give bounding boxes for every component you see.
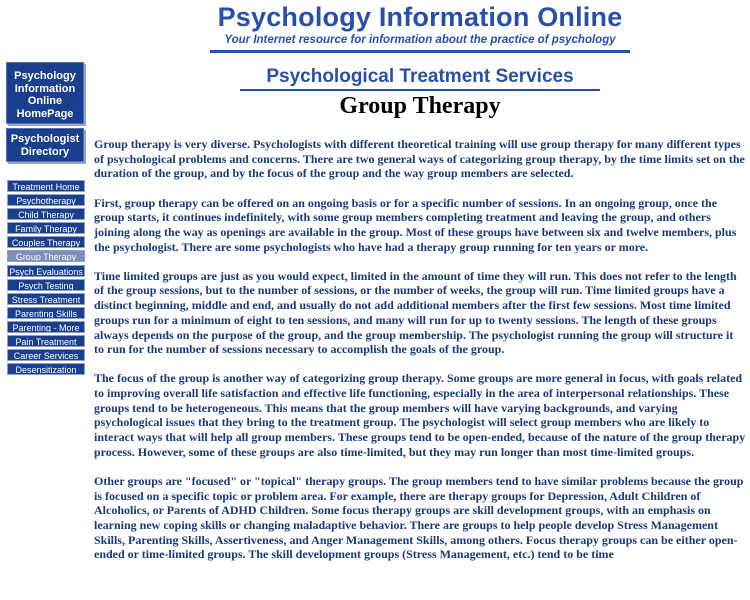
article-paragraph: Group therapy is very diverse. Psychologists with different theoretical training will use group therapy for many different types of psychological problems and concerns. There are two general ways of categorizing group therapy, by the time limits set on the duration of the group, and by the focus of the group and the way group members are selected. <box>94 137 745 181</box>
nav-career-services[interactable]: Career Services <box>7 349 85 361</box>
nav-treatment-home[interactable]: Treatment Home <box>7 180 85 192</box>
nav-stress-treatment[interactable]: Stress Treatment <box>7 293 85 305</box>
psychologist-directory-button[interactable] <box>6 128 84 162</box>
nav-pain-treatment[interactable]: Pain Treatment <box>7 335 85 347</box>
treatment-nav <box>7 180 85 377</box>
site-tagline: Your Internet resource for information about the practice of psychology <box>224 34 616 46</box>
section-title[interactable]: Psychological Treatment Services <box>266 66 574 87</box>
sidebar <box>0 60 88 600</box>
homepage-button-line: Psychology <box>14 70 76 82</box>
nav-desensitization[interactable]: Desensitization <box>7 363 85 375</box>
article-body <box>94 137 746 577</box>
nav-parenting-skills[interactable]: Parenting Skills <box>7 307 85 319</box>
homepage-button-line: HomePage <box>16 107 74 120</box>
page-title: Group Therapy <box>339 93 501 119</box>
site-title[interactable]: Psychology Information Online <box>217 2 623 32</box>
directory-button-line: Psychologist <box>10 133 80 145</box>
section-divider <box>240 89 600 91</box>
nav-couples-therapy[interactable]: Couples Therapy <box>7 236 85 248</box>
homepage-button[interactable] <box>6 62 84 124</box>
nav-psychotherapy[interactable]: Psychotherapy <box>7 194 85 206</box>
nav-psych-evaluations[interactable]: Psych Evaluations <box>7 265 85 277</box>
article-paragraph: Time limited groups are just as you would expect, limited in the amount of time they will run. This does not refer to the length of the group sessions, but to the number of sessions, or the number of weeks, the group will run. Time limited groups have a distinct beginning, middle and end, and usually do not add additional members after the first few sessions. Most time limited groups run for a minimum of eight to ten sessions, and many will run for up to twenty sessions. The length of these groups always depends on the purpose of the group, and the group membership. The psychologist running the group will structure it to run for the number of sessions necessary to accomplish the goals of the group. <box>94 268 737 357</box>
homepage-button-line: Information <box>14 82 76 95</box>
article-paragraph: First, group therapy can be offered on an ongoing basis or for a specific number of sessions. In an ongoing group, once the group starts, it continues indefinitely, with some group members completing treatment and leaving the group, and others joining along the way as openings are available in the group. Most of these groups have between six and twelve members, plus the psychologist. There are some psychologists who have had a therapy group running for ten years or more. <box>94 195 737 254</box>
homepage-button-line: Online <box>27 95 63 107</box>
nav-psych-testing[interactable]: Psych Testing <box>7 279 85 291</box>
nav-group-therapy[interactable]: Group Therapy <box>7 250 85 262</box>
title-divider <box>210 50 630 53</box>
site-header <box>0 0 750 60</box>
nav-child-therapy[interactable]: Child Therapy <box>7 208 85 220</box>
nav-parenting-more[interactable]: Parenting - More <box>7 321 85 333</box>
nav-family-therapy[interactable]: Family Therapy <box>7 222 85 234</box>
article-paragraph: Other groups are "focused" or "topical" therapy groups. The group members tend to have similar problems because the group is focused on a specific topic or problem area. For example, there are therapy groups for Depression, Adult Children of Alcoholics, or Parents of ADHD Children. Some focus therapy groups are skill development groups, with an emphasis on learning new coping skills or changing maladaptive behavior. There are groups to help people develop Stress Management Skills, Parenting Skills, Assertiveness, and Anger Management Skills, among others. Focus therapy groups can be either open-ended or time-limited groups. The skill development groups (Stress Management, etc.) tend to be time <box>94 473 744 562</box>
directory-button-line: Directory <box>20 145 70 158</box>
article-paragraph: The focus of the group is another way of categorizing group therapy. Some groups are more general in focus, with goals related to improving overall life satisfaction and effective life functioning, especially in the area of interpersonal relationships. These groups tend to be heterogeneous. This means that the group members will have varying backgrounds, and varying psychological issues that they bring to the treatment group. The psychologist will select group members who are likely to interact ways that will help all group members. These groups tend to be open-ended, because of the nature of the group therapy process. However, some of these groups are also time-limited, but they may run longer than most time-limited groups. <box>94 371 746 459</box>
